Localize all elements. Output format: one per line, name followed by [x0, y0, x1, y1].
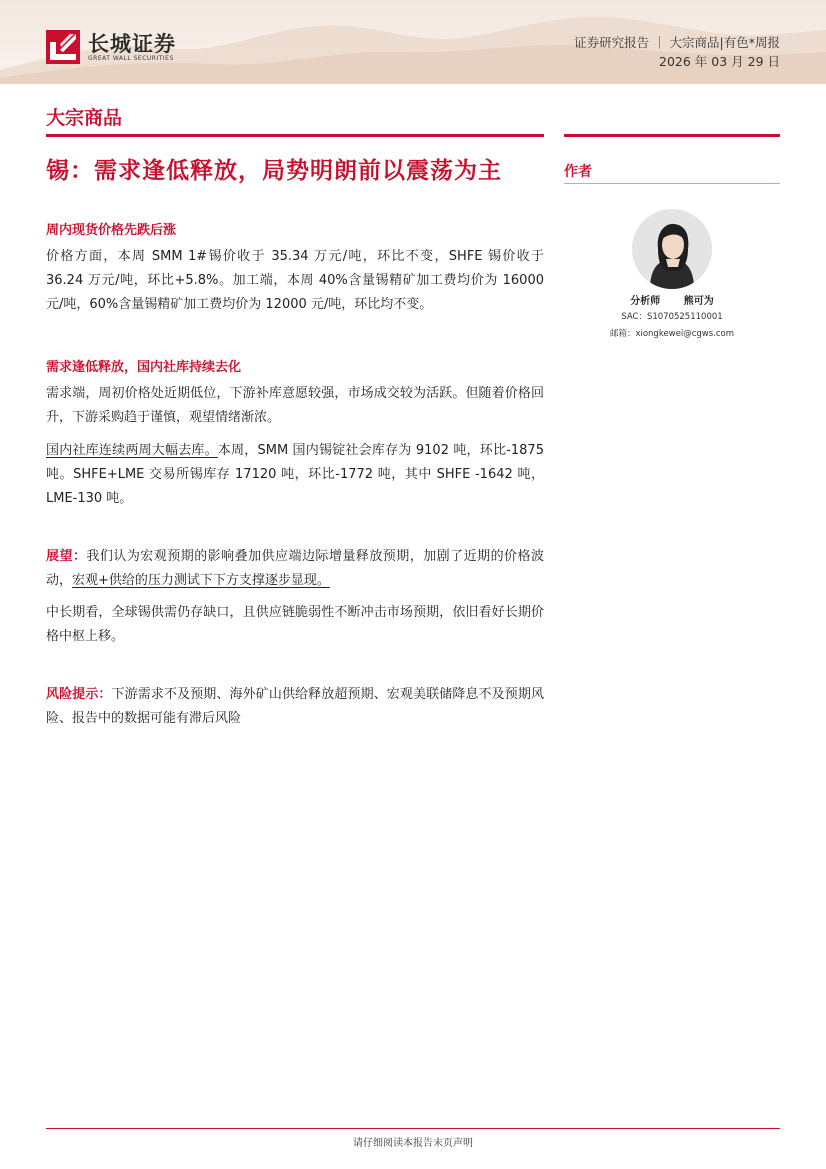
inventory-detail: 本周，SMM 国内锡锭社会库存为 9102 吨，环比-1875 吨。SHFE+LME 交易所锡库存 17120 吨，环比-1772 吨，其中 SHFE -1642 吨，LME-130 吨。	[46, 443, 544, 506]
risk-text: 下游需求不及预期、海外矿山供给释放超预期、宏观美联储降息不及预期风险、报告中的数据可能有滞后风险	[46, 687, 544, 726]
paragraph-long-term: 中长期看，全球锡供需仍存缺口，且供应链脆弱性不断冲击市场预期，依旧看好长期价格中枢上移。	[46, 605, 544, 644]
brand-name-cn: 长城证券	[88, 31, 176, 56]
report-category: 大宗商品	[46, 107, 123, 129]
section-heading-demand: 需求逢低释放，国内社库持续去化	[46, 360, 242, 375]
analyst-role: 分析师	[630, 296, 661, 307]
paragraph-inventory	[46, 439, 544, 511]
analyst-avatar	[632, 209, 712, 289]
report-header	[0, 0, 826, 84]
portrait-icon	[632, 209, 712, 289]
footer-divider	[46, 1128, 780, 1129]
outlook-highlight: 宏观+供给的压力测试下下方支撑逐步显现。	[72, 573, 330, 588]
analyst-name: 熊可为	[683, 296, 714, 307]
author-heading: 作者	[564, 164, 592, 180]
analyst-line	[564, 292, 780, 307]
author-divider	[564, 183, 780, 184]
paragraph-demand: 需求端，周初价格处近期低位，下游补库意愿较强，市场成交较为活跃。但随着价格回升，下游采购趋于谨慎，观望情绪渐浓。	[46, 386, 544, 425]
outlook-text: 我们认为宏观预期的影响叠加供应端边际增量释放预期，加剧了近期的价格波动，	[46, 549, 544, 588]
sidebar-divider	[564, 134, 780, 137]
risk-label: 风险提示：	[46, 687, 112, 702]
outlook-label: 展望：	[46, 549, 87, 564]
paragraph-outlook	[46, 545, 544, 593]
report-date: 2026 年 03 月 29 日	[659, 54, 780, 69]
brand-name-en: GREAT WALL SECURITIES	[88, 55, 174, 62]
report-title: 锡：需求逢低释放，局势明朗前以震荡为主	[46, 158, 502, 184]
title-divider	[46, 134, 544, 137]
inventory-highlight: 国内社库连续两周大幅去库。	[46, 443, 218, 458]
paragraph-risk	[46, 683, 544, 731]
analyst-sac: SAC：S1070525110001	[621, 312, 723, 322]
analyst-email[interactable]: 邮箱：xiongkewei@cgws.com	[609, 329, 735, 339]
great-wall-logo-icon	[46, 30, 80, 64]
section-heading-price: 周内现货价格先跌后涨	[46, 223, 177, 238]
paragraph-price: 价格方面，本周 SMM 1#锡价收于 35.34 万元/吨，环比不变，SHFE 锡价收于 36.24 万元/吨，环比+5.8%。加工端，本周 40%含量锡精矿加工费均价为 16000 元/吨，60%含量锡精矿加工费均价为 12000 元/吨，环比均不变。	[46, 249, 544, 312]
footer-disclaimer: 请仔细阅读本报告末页声明	[353, 1138, 473, 1149]
report-type: 证券研究报告 ｜ 大宗商品|有色*周报	[574, 35, 780, 50]
